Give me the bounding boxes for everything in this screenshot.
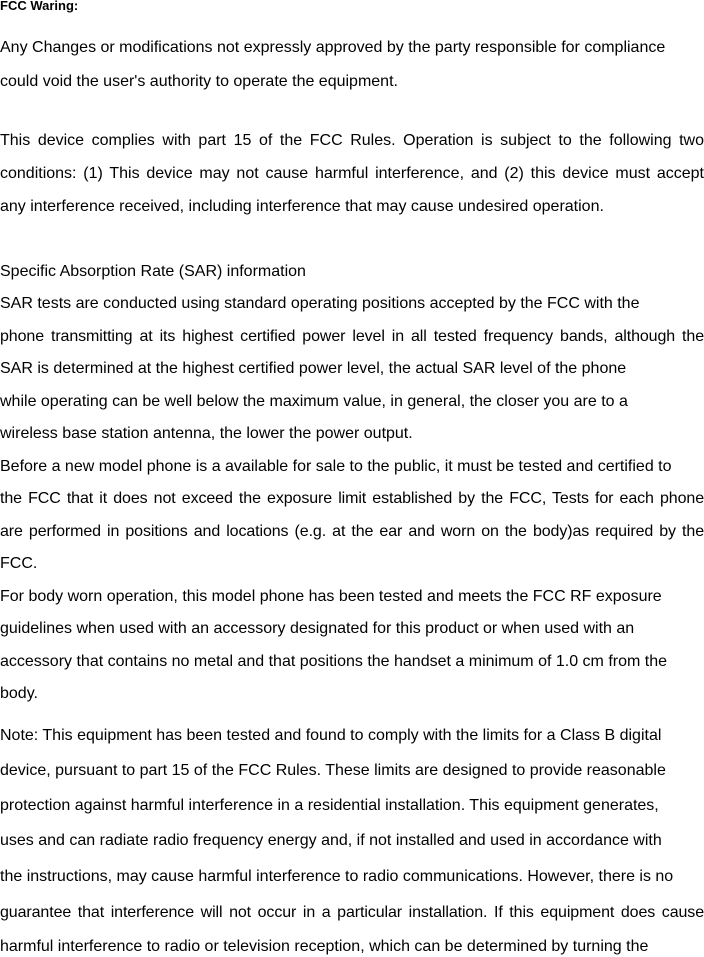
- text-line: guidelines when used with an accessory designated for this product or when used with an: [0, 620, 635, 637]
- text-line: This device complies with part 15 of the FCC Rules. Operation is subject to the following two: [0, 132, 704, 149]
- text-line: Note: This equipment has been tested and found to comply with the limits for a Class B digital: [0, 727, 662, 744]
- text-line: wireless base station antenna, the lower the power output.: [0, 425, 413, 442]
- section-title: Specific Absorption Rate (SAR) information: [0, 263, 306, 280]
- text-line: Any Changes or modifications not expressly approved by the party responsible for compliance: [0, 39, 666, 56]
- text-line: are performed in positions and locations (e.g. at the ear and worn on the body)as required by the: [0, 523, 704, 540]
- text-line: FCC.: [0, 555, 38, 572]
- text-line: could void the user's authority to operate the equipment.: [0, 73, 398, 90]
- text-line: phone transmitting at its highest certified power level in all tested frequency bands, although the: [0, 328, 704, 345]
- text-line: Before a new model phone is a available for sale to the public, it must be tested and certified to: [0, 458, 672, 475]
- text-line: the instructions, may cause harmful interference to radio communications. However, there is no: [0, 868, 674, 885]
- text-line: device, pursuant to part 15 of the FCC Rules. These limits are designed to provide reasonable: [0, 762, 666, 779]
- text-line: the FCC that it does not exceed the exposure limit established by the FCC, Tests for each phone: [0, 490, 704, 507]
- text-line: while operating can be well below the maximum value, in general, the closer you are to a: [0, 393, 628, 410]
- document-heading: FCC Waring:: [0, 0, 79, 13]
- text-line: For body worn operation, this model phone has been tested and meets the FCC RF exposure: [0, 588, 662, 605]
- text-line: accessory that contains no metal and that positions the handset a minimum of 1.0 cm from the: [0, 653, 668, 670]
- text-line: guarantee that interference will not occur in a particular installation. If this equipment does cause: [0, 904, 704, 921]
- text-line: body.: [0, 685, 38, 702]
- text-line: SAR is determined at the highest certified power level, the actual SAR level of the phone: [0, 360, 627, 377]
- text-line: conditions: (1) This device may not cause harmful interference, and (2) this device must accept: [0, 165, 704, 182]
- text-line: any interference received, including interference that may cause undesired operation.: [0, 198, 604, 215]
- text-line: harmful interference to radio or television reception, which can be determined by turning the: [0, 938, 649, 955]
- text-line: uses and can radiate radio frequency energy and, if not installed and used in accordance with: [0, 832, 662, 849]
- text-line: SAR tests are conducted using standard operating positions accepted by the FCC with the: [0, 295, 640, 312]
- text-line: protection against harmful interference in a residential installation. This equipment generates,: [0, 797, 659, 814]
